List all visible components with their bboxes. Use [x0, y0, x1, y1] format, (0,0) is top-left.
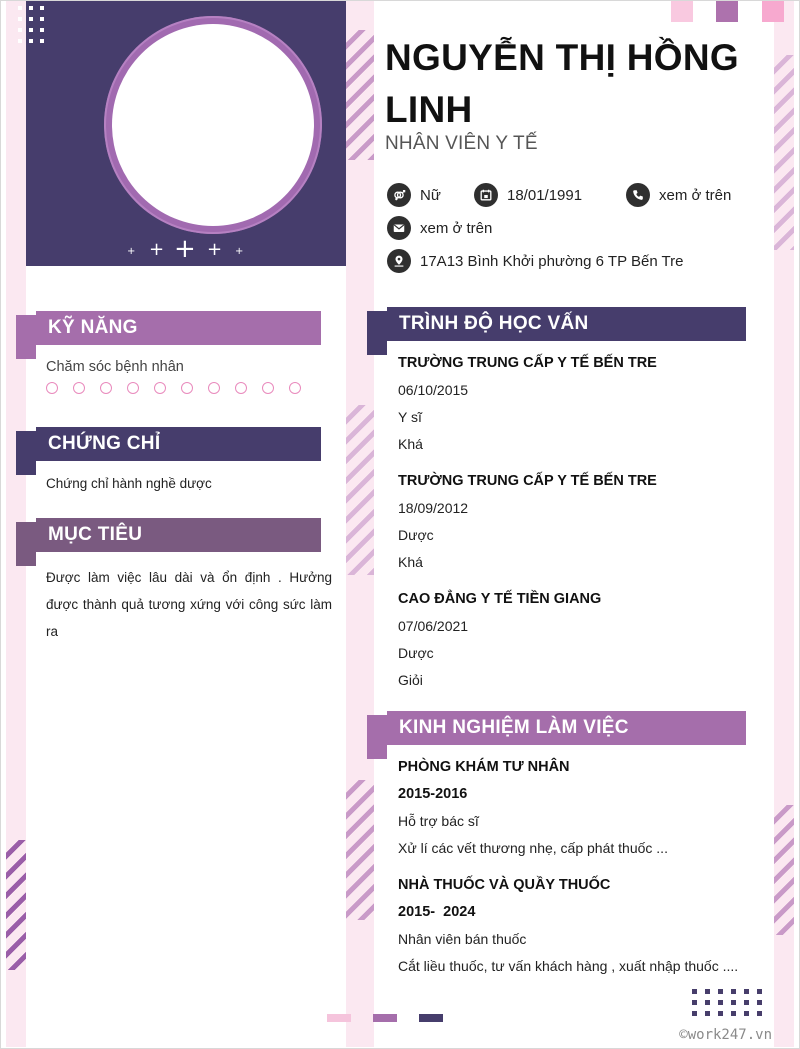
phone-value: xem ở trên [659, 186, 732, 204]
experience-description: Cắt liều thuốc, tư vấn khách hàng , xuất nhập thuốc .... [398, 958, 739, 974]
candidate-name: NGUYỄN THỊ HỒNG LINH [385, 37, 739, 130]
sparkle-icon: + [235, 246, 244, 257]
center-stripes-bottom [346, 780, 374, 920]
contact-email[interactable] [387, 216, 492, 240]
skills-heading [36, 311, 321, 345]
contact-phone[interactable] [626, 183, 731, 207]
location-icon [387, 249, 411, 273]
skills-accent [16, 315, 36, 359]
gender-icon [387, 183, 411, 207]
experience-description: Xử lí các vết thương nhẹ, cấp phát thuốc ... [398, 840, 668, 856]
left-stripes-bottom [6, 840, 26, 970]
experience-heading [387, 711, 746, 745]
email-icon [387, 216, 411, 240]
right-stripes-top [774, 55, 794, 250]
gender-value: Nữ [420, 186, 441, 204]
experience-position: Hỗ trợ bác sĩ [398, 813, 479, 829]
objective-title: MỤC TIÊU [48, 524, 143, 545]
avatar[interactable] [112, 24, 314, 226]
education-date: 06/10/2015 [398, 382, 469, 398]
education-school: TRƯỜNG TRUNG CẤP Y TẾ BẾN TRE [398, 355, 657, 371]
education-school: TRƯỜNG TRUNG CẤP Y TẾ BẾN TRE [398, 473, 657, 489]
education-grade: Khá [398, 436, 423, 452]
photo-block [26, 0, 346, 266]
deco-square-pink2 [762, 0, 784, 22]
rating-dot [181, 382, 193, 394]
deco-bar-purple [373, 1014, 397, 1022]
watermark: ©work247.vn [679, 1027, 772, 1043]
experience-company: NHÀ THUỐC VÀ QUẦY THUỐC [398, 877, 611, 893]
deco-square-pink [671, 0, 693, 22]
education-major: Dược [398, 645, 434, 661]
education-grade: Khá [398, 554, 423, 570]
education-date: 18/09/2012 [398, 500, 469, 516]
rating-dot [235, 382, 247, 394]
deco-dot-grid-bottom [692, 989, 762, 1016]
experience-accent [367, 715, 387, 759]
birthdate-value: 18/01/1991 [507, 186, 583, 204]
sparkle-icon: + [127, 246, 136, 257]
education-major: Y sĩ [398, 409, 422, 425]
email-value: xem ở trên [420, 219, 493, 237]
education-accent [367, 311, 387, 355]
rating-dot [100, 382, 112, 394]
objective-text: Được làm việc lâu dài và ổn định . Hưởng được thành quả tương xứng với công sức làm ra [46, 570, 332, 639]
skill-rating [46, 382, 301, 394]
avatar-frame [104, 16, 322, 234]
experience-title: KINH NGHIỆM LÀM VIỆC [399, 717, 629, 738]
experience-company: PHÒNG KHÁM TƯ NHÂN [398, 759, 570, 775]
sparkle-icon: + [149, 239, 165, 260]
sparkle-icon: + [207, 239, 223, 260]
rating-dot [289, 382, 301, 394]
rating-dot [154, 382, 166, 394]
certificates-accent [16, 431, 36, 475]
deco-dot-grid-top [18, 6, 44, 43]
rating-dot [46, 382, 58, 394]
center-stripes-mid [346, 405, 374, 575]
experience-period: 2015-2016 [398, 786, 468, 802]
contact-address [387, 249, 684, 273]
education-grade: Giỏi [398, 672, 423, 688]
experience-period: 2015- 2024 [398, 904, 476, 920]
contact-birthdate [474, 183, 582, 207]
skill-name: Chăm sóc bệnh nhân [46, 359, 184, 375]
center-stripes-top [346, 30, 374, 160]
certificates-heading [36, 427, 321, 461]
rating-dot [127, 382, 139, 394]
certificate-item: Chứng chỉ hành nghề dược [46, 476, 212, 491]
rating-dot [262, 382, 274, 394]
education-heading [387, 307, 746, 341]
objective-accent [16, 522, 36, 566]
calendar-icon [474, 183, 498, 207]
deco-square-purple [716, 0, 738, 22]
objective-heading [36, 518, 321, 552]
job-title: NHÂN VIÊN Y TẾ [385, 133, 538, 154]
education-major: Dược [398, 527, 434, 543]
experience-position: Nhân viên bán thuốc [398, 931, 527, 947]
certificates-title: CHỨNG CHỈ [48, 433, 161, 454]
address-value: 17A13 Bình Khởi phường 6 TP Bến Tre [420, 252, 684, 270]
sparkle-icon: + [174, 234, 196, 264]
education-date: 07/06/2021 [398, 618, 469, 634]
education-school: CAO ĐẲNG Y TẾ TIỀN GIANG [398, 591, 602, 607]
rating-dot [73, 382, 85, 394]
education-title: TRÌNH ĐỘ HỌC VẤN [399, 313, 589, 334]
deco-bar-dark [419, 1014, 443, 1022]
phone-icon [626, 183, 650, 207]
skills-title: KỸ NĂNG [48, 317, 138, 338]
deco-bar-pink [327, 1014, 351, 1022]
right-stripes-bottom [774, 805, 794, 935]
rating-dot [208, 382, 220, 394]
contact-gender [387, 183, 441, 207]
